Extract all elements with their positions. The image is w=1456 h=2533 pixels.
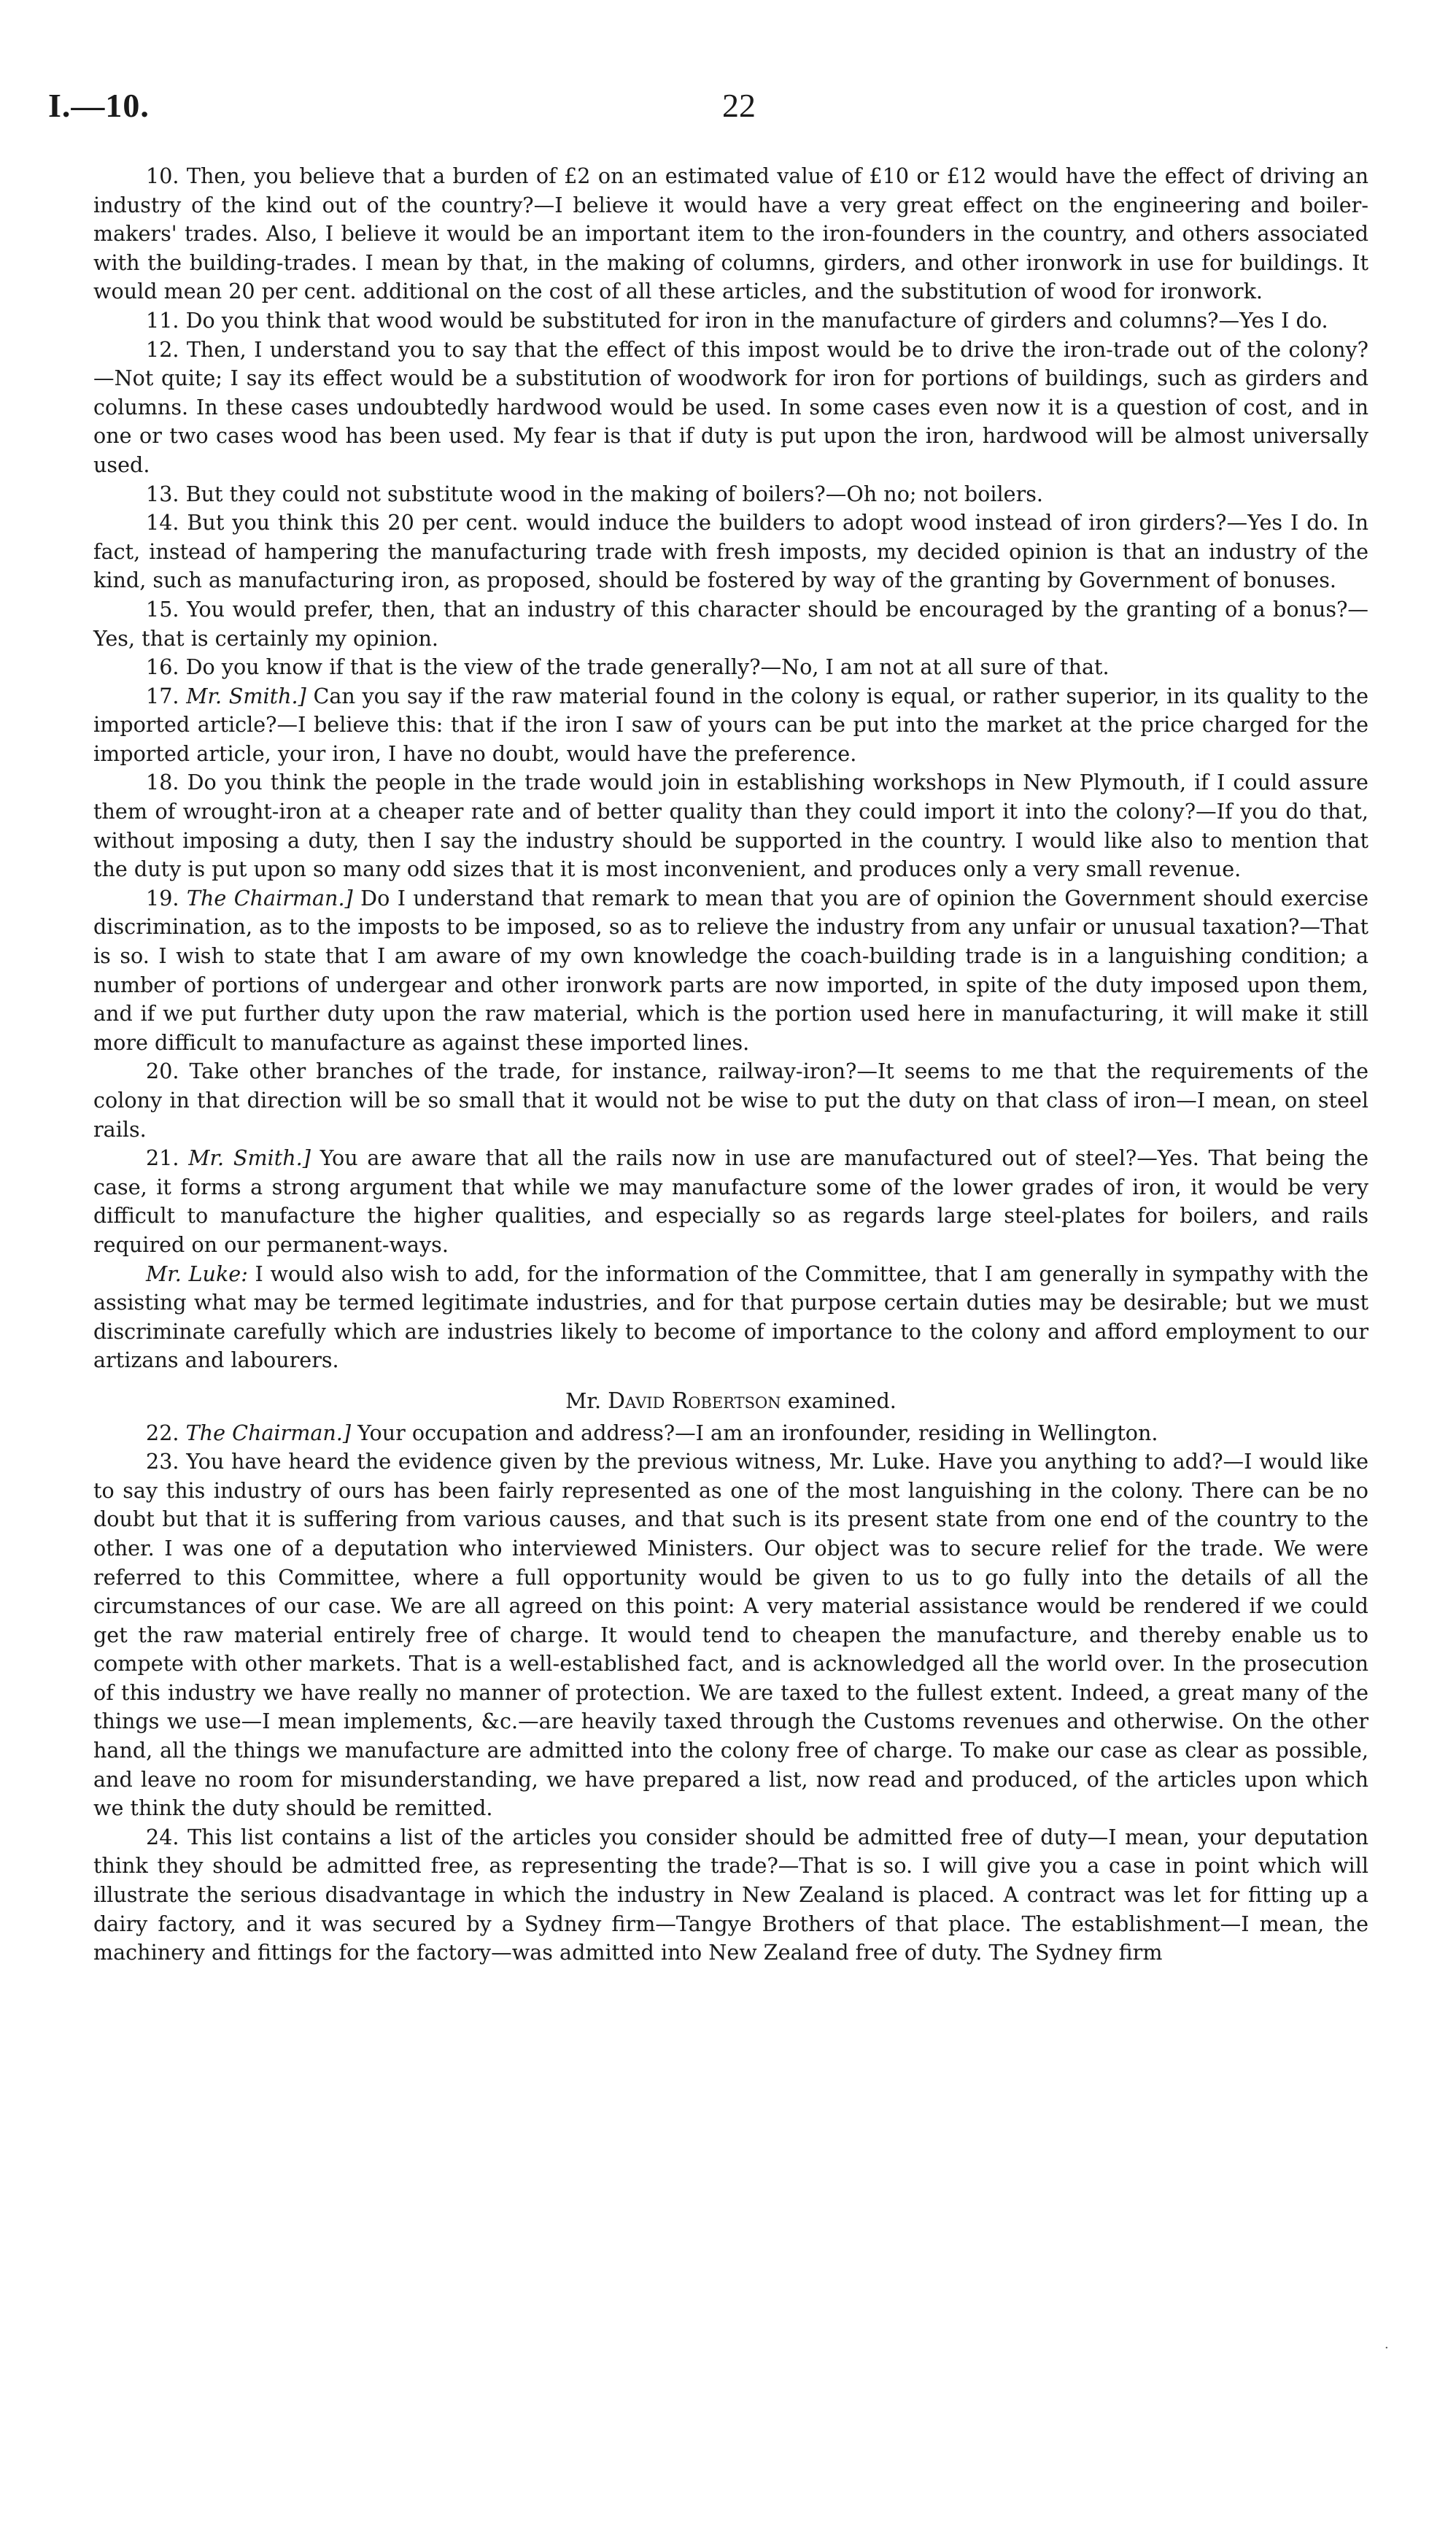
paragraph-number: 10. — [146, 163, 179, 188]
witness-heading — [93, 1387, 1368, 1416]
paragraph-text: You have heard the evidence given by the previous witness, Mr. Luke. Have you anything to add?—I would like to say this industry of ours has been fairly represented as one of the most languishing in the colony. There can be no doubt but that it is suffering from various causes, and that such is its present state from one end of the country to the other. I was one of a deputation who interviewed Ministers. Our object was to secure relief for the trade. We were referred to this Committee, where a full opportunity would be given to us to go fully into the details of all the circumstances of our case. We are all agreed on this point: A very material assistance would be rendered if we could get the raw material entirely free of charge. It would tend to cheapen the manufacture, and thereby enable us to compete with other markets. That is a well-established fact, and is acknowledged all the world over. In the prosecution of this industry we have really no manner of protection. We are taxed to the fullest extent. Indeed, a great many of the things we use—I mean implements, &c.—are heavily taxed through the Customs revenues and otherwise. On the other hand, all the things we manufacture are admitted into the colony free of charge. To make our case as clear as possible, and leave no room for misunderstanding, we have prepared a list, now read and produced, of the articles upon which we think the duty should be remitted. — [93, 1449, 1368, 1821]
witness-suffix: examined. — [787, 1388, 897, 1413]
paragraph-number: 12. — [146, 336, 179, 362]
paragraph-number: 16. — [146, 654, 179, 680]
paragraph-number: 21. — [146, 1145, 179, 1171]
paragraph-number: 17. — [146, 683, 179, 708]
paragraph-16 — [93, 653, 1368, 682]
paragraph-text: Take other branches of the trade, for instance, railway-iron?—It seems to me that the requirements of the colony in that direction will be so small that it would not be wise to put the duty on that class of iron—I mean, on steel rails. — [93, 1059, 1368, 1142]
paragraph-text: Do you know if that is the view of the trade generally?—No, I am not at all sure of that. — [185, 654, 1110, 680]
paragraph-number: 20. — [146, 1059, 179, 1084]
speaker-label: The Chairman.] — [185, 1420, 352, 1445]
paragraph-number: 23. — [146, 1449, 179, 1474]
paragraph-text: Your occupation and address?—I am an ironfounder, residing in Wellington. — [357, 1420, 1158, 1445]
paragraph-text: Do I understand that remark to mean that you are of opinion the Government should exercise discrimination, as to the imposts to be imposed, so as to relieve the industry from any unfair or unusual taxation?—That is so. I wish to state that I am aware of my own knowledge the coach-building trade is in a languishing condition; a number of portions of undergear and other ironwork parts are now imported, in spite of the duty imposed upon them, and if we put further duty upon the raw material, which is the portion used here in manufacturing, it will make it still more difficult to manufacture as against these imported lines. — [93, 885, 1368, 1055]
paragraph-text: Do you think the people in the trade would join in establishing workshops in New Plymouth, if I could assure them of wrought-iron at a cheaper rate and of better quality than they could import it into the colony?—If you do that, without imposing a duty, then I say the industry should be supported in the country. I would like also to mention that the duty is put upon so many odd sizes that it is most inconvenient, and produces only a very small revenue. — [93, 770, 1368, 882]
margin-mark-icon: · — [1385, 2340, 1389, 2356]
speaker-label: Mr. Smith.] — [188, 1145, 311, 1171]
paragraph-text: You would prefer, then, that an industry of this character should be encouraged by the granting of a bonus?—Yes, that is certainly my opinion. — [93, 596, 1368, 651]
paragraph-14 — [93, 508, 1368, 595]
paragraph-12 — [93, 336, 1368, 480]
paragraph-text: But they could not substitute wood in the making of boilers?—Oh no; not boilers. — [185, 481, 1044, 506]
paragraph-15 — [93, 595, 1368, 653]
page-number: 22 — [722, 87, 756, 124]
speaker-label: The Chairman.] — [186, 885, 353, 910]
paragraph-number: 18. — [146, 770, 179, 795]
witness-prefix: Mr. — [565, 1388, 602, 1413]
paragraph-22 — [93, 1419, 1368, 1448]
paragraph-number: 11. — [146, 307, 179, 333]
paragraph-23 — [93, 1447, 1368, 1823]
paragraph-text: Do you think that wood would be substituted for iron in the manufacture of girders and columns?—Yes I do. — [185, 307, 1328, 333]
paragraph-10 — [93, 162, 1368, 306]
paragraph-number: 14. — [146, 510, 179, 535]
witness-name: David Robertson — [608, 1388, 781, 1414]
page-header — [48, 86, 1361, 137]
paragraph-19 — [93, 884, 1368, 1058]
document-identifier: I.—10. — [48, 87, 150, 124]
paragraph-text: This list contains a list of the articles you consider should be admitted free of duty—I mean, your deputation think they should be admitted free, as representing the trade?—That is so. I will give you a case in point which will illustrate the serious disadvantage in which the industry in New Zealand is placed. A contract was let for fitting up a dairy factory, and it was secured by a Sydney firm—Tangye Brothers of that place. The establishment—I mean, the machinery and fittings for the factory—was admitted into New Zealand free of duty. The Sydney firm — [93, 1824, 1368, 1965]
paragraph-13 — [93, 480, 1368, 509]
speaker-label: Mr. Luke: — [146, 1261, 248, 1286]
paragraph-text: Can you say if the raw material found in the colony is equal, or rather superior, in its quality to the imported article?—I believe this: that if the iron I saw of yours can be put into the market at the price charged for the imported article, your iron, I have no doubt, would have the preference. — [93, 683, 1369, 766]
paragraph-text: Then, I understand you to say that the effect of this impost would be to drive the iron-trade out of the colony?—Not quite; I say its effect would be a substitution of woodwork for iron for portions of buildings, such as girders and columns. In these cases undoubtedly hardwood would be used. In some cases even now it is a question of cost, and in one or two cases wood has been used. My fear is that if duty is put upon the iron, hardwood will be almost universally used. — [93, 336, 1369, 477]
paragraph-20 — [93, 1057, 1368, 1144]
speaker-label: Mr. Smith.] — [186, 683, 306, 708]
paragraph-number: 15. — [146, 596, 179, 622]
paragraph-text: You are aware that all the rails now in use are manufactured out of steel?—Yes. That being the case, it forms a strong argument that while we may manufacture some of the lower grades of iron, it would be very difficult to manufacture the higher qualities, and especially so as regards large steel-plates for boilers, and rails required on our permanent-ways. — [93, 1145, 1369, 1257]
paragraph-text: But you think this 20 per cent. would induce the builders to adopt wood instead of iron girders?—Yes I do. In fact, instead of hampering the manufacturing trade with fresh imposts, my decided opinion is that an industry of the kind, such as manufacturing iron, as proposed, should be fostered by way of the granting by Government of bonuses. — [93, 510, 1368, 593]
paragraph-number: 13. — [146, 481, 179, 506]
paragraph-number: 22. — [146, 1420, 179, 1445]
paragraph-number: 24. — [146, 1824, 179, 1849]
paragraph-21 — [93, 1144, 1368, 1259]
paragraph-text: Then, you believe that a burden of £2 on an estimated value of £10 or £12 would have the effect of driving an industry of the kind out of the country?—I believe it would have a very great effect on the engineering and boiler-makers' trades. Also, I believe it would be an important item to the iron-founders in the country, and others associated with the building-trades. I mean by that, in the making of columns, girders, and other ironwork in use for buildings. It would mean 20 per cent. additional on the cost of all these articles, and the substitution of wood for ironwork. — [93, 163, 1368, 304]
paragraph-18 — [93, 768, 1368, 883]
paragraph-number: 19. — [146, 885, 179, 910]
paragraph-text: I would also wish to add, for the information of the Committee, that I am generally in sympathy with the assisting what may be termed legitimate industries, and for that purpose certain duties may be desirable; but we must discriminate carefully which are industries likely to become of importance to the colony and afford employment to our artizans and labourers. — [93, 1261, 1368, 1373]
paragraph-luke-statement — [93, 1260, 1368, 1375]
paragraph-17 — [93, 682, 1368, 769]
paragraph-24 — [93, 1823, 1368, 1968]
paragraph-11 — [93, 306, 1368, 336]
body-text — [93, 162, 1368, 1968]
